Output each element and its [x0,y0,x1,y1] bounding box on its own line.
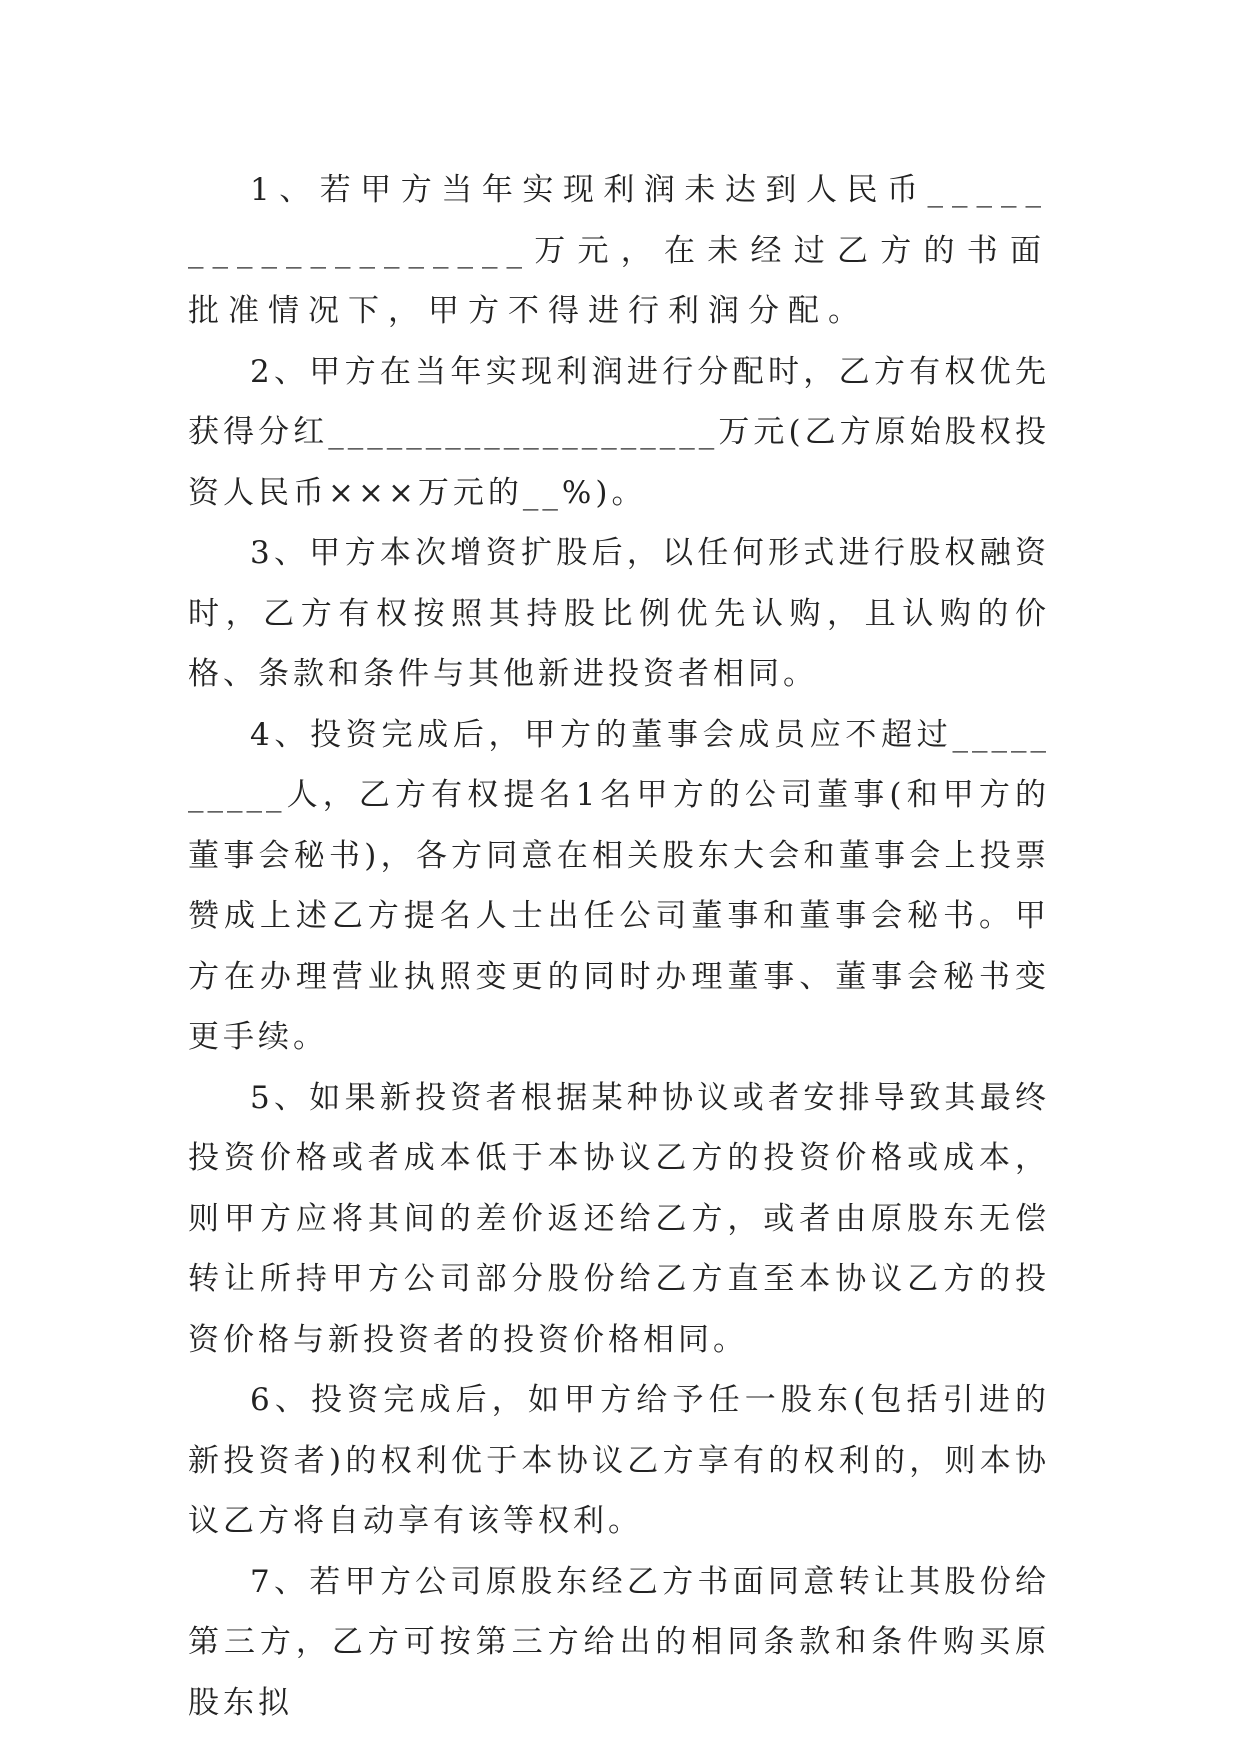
clause-5: 5、如果新投资者根据某种协议或者安排导致其最终投资价格或者成本低于本协议乙方的投资价格或成本，则甲方应将其间的差价返还给乙方，或者由原股东无偿转让所持甲方公司部分股份给乙方直至本协议乙方的投资价格与新投资者的投资价格相同。 [188,1079,1050,1358]
clause-7: 7、若甲方公司原股东经乙方书面同意转让其股份给第三方，乙方可按第三方给出的相同条款和条件购买原股东拟 [188,1563,1050,1721]
clause-3: 3、甲方本次增资扩股后，以任何形式进行股权融资时，乙方有权按照其持股比例优先认购，且认购的价格、条款和条件与其他新进投资者相同。 [188,535,1050,692]
agreement-body [188,160,1050,1733]
clause-4: 4、投资完成后，甲方的董事会成员应不超过__________人，乙方有权提名1名甲方的公司董事(和甲方的董事会秘书)，各方同意在相关股东大会和董事会上投票赞成上述乙方提名人士出任公司董事和董事会秘书。甲方在办理营业执照变更的同时办理董事、董事会秘书变更手续。 [188,716,1050,1055]
clause-6: 6、投资完成后，如甲方给予任一股东(包括引进的新投资者)的权利优于本协议乙方享有的权利的，则本协议乙方将自动享有该等权利。 [188,1382,1050,1539]
clause-2: 2、甲方在当年实现利润进行分配时，乙方有权优先获得分红____________________万元(乙方原始股权投资人民币×××万元的__%)。 [188,353,1050,511]
clause-1: 1、若甲方当年实现利润未达到人民币___________________万元，在未经过乙方的书面批准情况下，甲方不得进行利润分配。 [188,172,1050,329]
